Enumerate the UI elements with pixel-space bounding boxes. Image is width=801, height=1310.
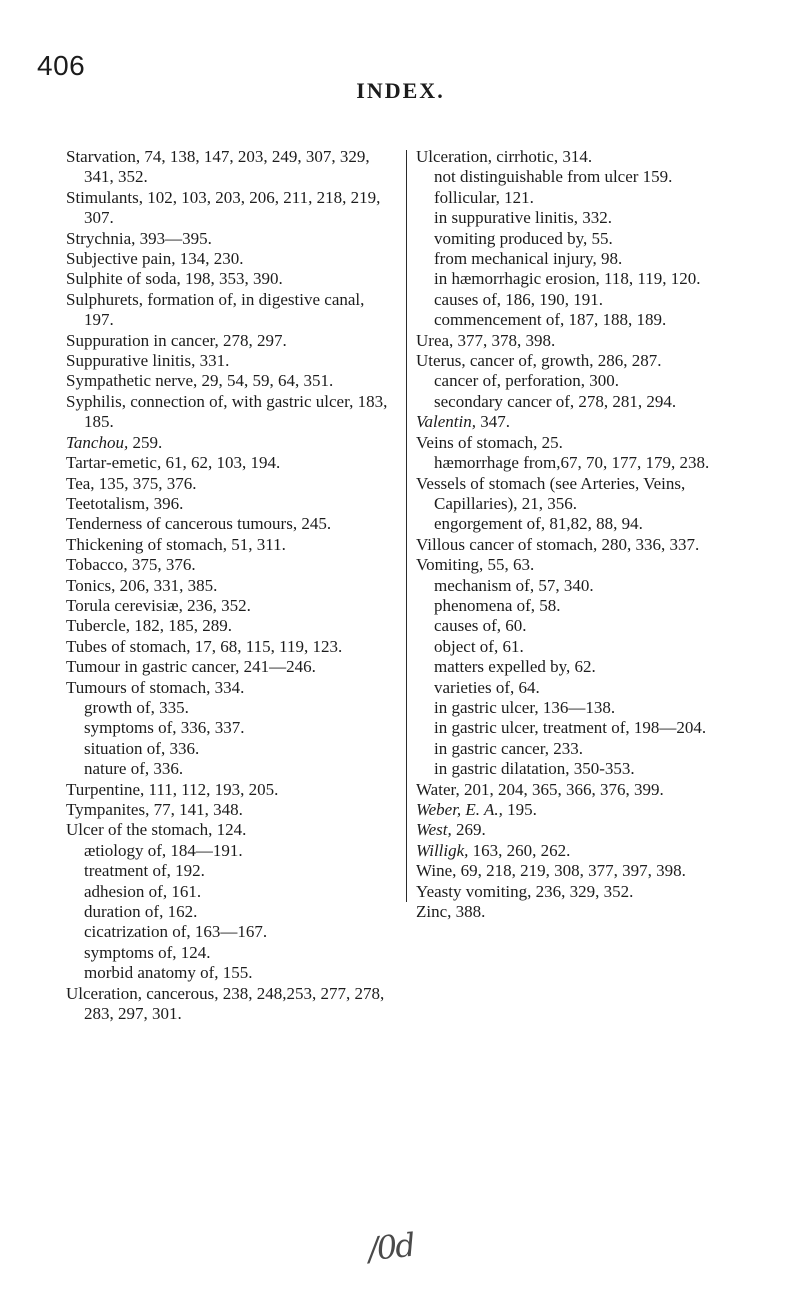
- index-entry-text: follicular, 121.: [434, 187, 534, 207]
- index-subentry: [416, 188, 756, 208]
- index-entry-text: Sulphite of soda, 198, 353, 390.: [66, 269, 283, 289]
- index-entry-text: ætiology of, 184—191.: [84, 840, 243, 860]
- index-entry: [66, 535, 396, 555]
- running-head: INDEX.: [356, 78, 445, 103]
- index-entry-text: Vessels of stomach (see Arteries, Veins, Capillaries), 21, 356.: [416, 473, 686, 513]
- index-entry-text: Tubes of stomach, 17, 68, 115, 119, 123.: [66, 636, 343, 656]
- index-entry-text: Strychnia, 393—395.: [66, 228, 212, 248]
- index-entry-text: Ulcer of the stomach, 124.: [66, 820, 247, 840]
- index-entry-text: Subjective pain, 134, 230.: [66, 249, 244, 269]
- index-entry-text: engorgement of, 81,82, 88, 94.: [434, 514, 643, 534]
- index-entry-text: varieties of, 64.: [434, 677, 540, 697]
- index-entry-text: secondary cancer of, 278, 281, 294.: [434, 391, 677, 411]
- index-entry-text: Tenderness of cancerous tumours, 245.: [66, 514, 332, 534]
- index-subentry: [66, 943, 396, 963]
- index-entry-text: Tubercle, 182, 185, 289.: [66, 616, 233, 636]
- index-entry-text: from mechanical injury, 98.: [434, 249, 623, 269]
- index-subentry: [416, 167, 756, 187]
- index-entry-text: in hæmorrhagic erosion, 118, 119, 120.: [434, 269, 701, 289]
- index-entry: [416, 882, 756, 902]
- column-divider: [406, 150, 407, 902]
- index-entry-text: 269.: [451, 820, 486, 840]
- index-entry-text: Thickening of stomach, 51, 311.: [66, 534, 286, 554]
- index-entry-text: Suppurative linitis, 331.: [66, 351, 230, 371]
- index-subentry: [416, 269, 756, 289]
- index-entry-text: Tonics, 206, 331, 385.: [66, 575, 218, 595]
- index-entry-text: Ulceration, cirrhotic, 314.: [416, 147, 593, 166]
- index-entry-text: matters expelled by, 62.: [434, 657, 596, 677]
- index-entry-author: Weber, E. A.,: [416, 800, 503, 819]
- index-subentry: [66, 739, 396, 759]
- index-entry-text: Uterus, cancer of, growth, 286, 287.: [416, 351, 662, 371]
- index-entry-text: cancer of, perforation, 300.: [434, 371, 620, 391]
- index-entry-text: Syphilis, connection of, with gastric ulcer, 183, 185.: [66, 391, 388, 432]
- index-entry-text: growth of, 335.: [84, 697, 189, 717]
- index-entry: [416, 841, 756, 861]
- index-subentry: [416, 229, 756, 249]
- index-entry-text: duration of, 162.: [84, 902, 198, 922]
- index-subentry: [66, 718, 396, 738]
- index-subentry: [416, 657, 756, 677]
- index-entry: [416, 535, 756, 555]
- index-subentry: [66, 841, 396, 861]
- index-entry-author: Tanchou,: [66, 432, 129, 452]
- index-entry-author: Willigk,: [416, 840, 469, 860]
- index-entry: [416, 902, 756, 922]
- index-subentry: [416, 310, 756, 330]
- index-entry: [66, 596, 396, 616]
- index-subentry: [66, 902, 396, 922]
- index-subentry: [416, 249, 756, 269]
- index-entry: [66, 637, 396, 657]
- index-entry: [66, 514, 396, 534]
- index-entry: [416, 861, 756, 881]
- index-entry-text: cicatrization of, 163—167.: [84, 922, 268, 942]
- index-entry-text: Water, 201, 204, 365, 366, 376, 399.: [416, 779, 664, 799]
- index-entry: [66, 678, 396, 698]
- index-entry: [66, 780, 396, 800]
- index-entry-author: West,: [416, 820, 452, 840]
- index-entry: [66, 453, 396, 473]
- index-entry-text: symptoms of, 336, 337.: [84, 718, 245, 738]
- index-entry-text: Sympathetic nerve, 29, 54, 59, 64, 351.: [66, 371, 334, 391]
- index-entry: [66, 351, 396, 371]
- index-entry-author: Valentin,: [416, 412, 476, 432]
- index-subentry: [66, 759, 396, 779]
- index-subentry: [416, 718, 756, 738]
- index-entry: [416, 147, 756, 167]
- index-subentry: [416, 637, 756, 657]
- index-entry: [66, 229, 396, 249]
- index-entry: [66, 494, 396, 514]
- index-subentry: [66, 698, 396, 718]
- index-entry: [416, 351, 756, 371]
- index-entry-text: causes of, 186, 190, 191.: [434, 289, 604, 309]
- index-entry: [66, 188, 396, 229]
- index-entry-text: commencement of, 187, 188, 189.: [434, 310, 667, 330]
- index-entry-text: in suppurative linitis, 332.: [434, 208, 613, 228]
- index-entry: [416, 780, 756, 800]
- index-entry-text: vomiting produced by, 55.: [434, 228, 613, 248]
- index-entry-text: 259.: [128, 432, 163, 452]
- index-entry: [66, 576, 396, 596]
- index-entry-text: mechanism of, 57, 340.: [434, 575, 594, 595]
- index-entry: [66, 657, 396, 677]
- index-entry-text: causes of, 60.: [434, 616, 527, 636]
- index-subentry: [66, 963, 396, 983]
- index-entry: [416, 800, 756, 820]
- index-entry: [66, 269, 396, 289]
- index-entry-text: situation of, 336.: [84, 738, 200, 758]
- index-entry: [66, 392, 396, 433]
- index-entry: [66, 290, 396, 331]
- index-entry: [66, 820, 396, 840]
- index-entry: [66, 555, 396, 575]
- index-entry-text: Starvation, 74, 138, 147, 203, 249, 307, 329, 341, 352.: [66, 147, 370, 187]
- index-subentry: [416, 739, 756, 759]
- index-entry-text: not distinguishable from ulcer 159.: [434, 167, 673, 187]
- index-entry: [66, 800, 396, 820]
- index-column-left: [66, 147, 396, 1024]
- index-subentry: [416, 616, 756, 636]
- index-entry: [416, 820, 756, 840]
- index-column-right: [416, 147, 756, 922]
- index-entry-text: Villous cancer of stomach, 280, 336, 337.: [416, 534, 700, 554]
- index-subentry: [416, 698, 756, 718]
- index-entry-text: Stimulants, 102, 103, 203, 206, 211, 218, 219, 307.: [66, 187, 381, 228]
- index-entry-text: Zinc, 388.: [416, 902, 486, 922]
- index-entry: [66, 331, 396, 351]
- index-entry-text: in gastric ulcer, 136—138.: [434, 697, 616, 717]
- index-entry: [416, 555, 756, 575]
- index-entry-text: Tartar-emetic, 61, 62, 103, 194.: [66, 453, 281, 473]
- index-entry-text: Tympanites, 77, 141, 348.: [66, 800, 243, 819]
- page-number: 406: [37, 50, 86, 81]
- index-entry-text: Turpentine, 111, 112, 193, 205.: [66, 779, 279, 799]
- index-entry: [66, 371, 396, 391]
- index-subentry: [416, 453, 756, 473]
- index-subentry: [416, 392, 756, 412]
- index-entry-text: Yeasty vomiting, 236, 329, 352.: [416, 881, 634, 901]
- index-subentry: [416, 290, 756, 310]
- index-entry: [416, 474, 756, 515]
- index-entry-text: in gastric dilatation, 350-353.: [434, 759, 635, 779]
- index-entry: [416, 331, 756, 351]
- index-subentry: [416, 208, 756, 228]
- index-subentry: [416, 759, 756, 779]
- index-subentry: [66, 861, 396, 881]
- index-entry-text: Vomiting, 55, 63.: [416, 555, 535, 575]
- index-subentry: [66, 882, 396, 902]
- index-entry-text: object of, 61.: [434, 636, 524, 656]
- index-entry-text: Tea, 135, 375, 376.: [66, 473, 197, 493]
- index-entry-text: Urea, 377, 378, 398.: [416, 330, 556, 350]
- index-entry-text: adhesion of, 161.: [84, 881, 202, 901]
- index-entry-text: Suppuration in cancer, 278, 297.: [66, 330, 287, 350]
- index-entry-text: treatment of, 192.: [84, 861, 205, 881]
- index-entry-text: symptoms of, 124.: [84, 942, 211, 962]
- index-subentry: [416, 371, 756, 391]
- index-subentry: [416, 678, 756, 698]
- index-entry-text: morbid anatomy of, 155.: [84, 963, 253, 983]
- index-entry: [66, 984, 396, 1025]
- index-subentry: [416, 596, 756, 616]
- index-subentry: [66, 922, 396, 942]
- index-entry-text: Teetotalism, 396.: [66, 493, 184, 513]
- index-entry-text: 347.: [475, 412, 510, 432]
- index-entry-text: hæmorrhage from,67, 70, 177, 179, 238.: [434, 453, 710, 473]
- handwritten-mark: /0d: [366, 1225, 416, 1269]
- index-entry-text: nature of, 336.: [84, 759, 184, 779]
- index-entry-text: in gastric cancer, 233.: [434, 738, 583, 758]
- index-entry: [66, 474, 396, 494]
- index-entry: [66, 147, 396, 188]
- index-entry-text: Tumours of stomach, 334.: [66, 677, 245, 697]
- index-entry-text: in gastric ulcer, treatment of, 198—204.: [434, 718, 707, 738]
- index-entry-text: 195.: [502, 800, 537, 819]
- index-entry-text: phenomena of, 58.: [434, 595, 561, 615]
- index-subentry: [416, 576, 756, 596]
- index-entry-text: Tumour in gastric cancer, 241—246.: [66, 657, 316, 677]
- index-entry-text: Wine, 69, 218, 219, 308, 377, 397, 398.: [416, 861, 686, 881]
- index-entry-text: 163, 260, 262.: [468, 840, 571, 860]
- index-entry: [66, 249, 396, 269]
- index-entry: [66, 433, 396, 453]
- index-entry: [66, 616, 396, 636]
- index-entry: [416, 433, 756, 453]
- index-entry-text: Sulphurets, formation of, in digestive canal, 197.: [66, 289, 365, 330]
- index-subentry: [416, 514, 756, 534]
- index-entry-text: Tobacco, 375, 376.: [66, 555, 196, 575]
- index-entry-text: Ulceration, cancerous, 238, 248,253, 277, 278, 283, 297, 301.: [66, 983, 385, 1024]
- index-entry: [416, 412, 756, 432]
- index-entry-text: Veins of stomach, 25.: [416, 432, 563, 452]
- index-entry-text: Torula cerevisiæ, 236, 352.: [66, 595, 251, 615]
